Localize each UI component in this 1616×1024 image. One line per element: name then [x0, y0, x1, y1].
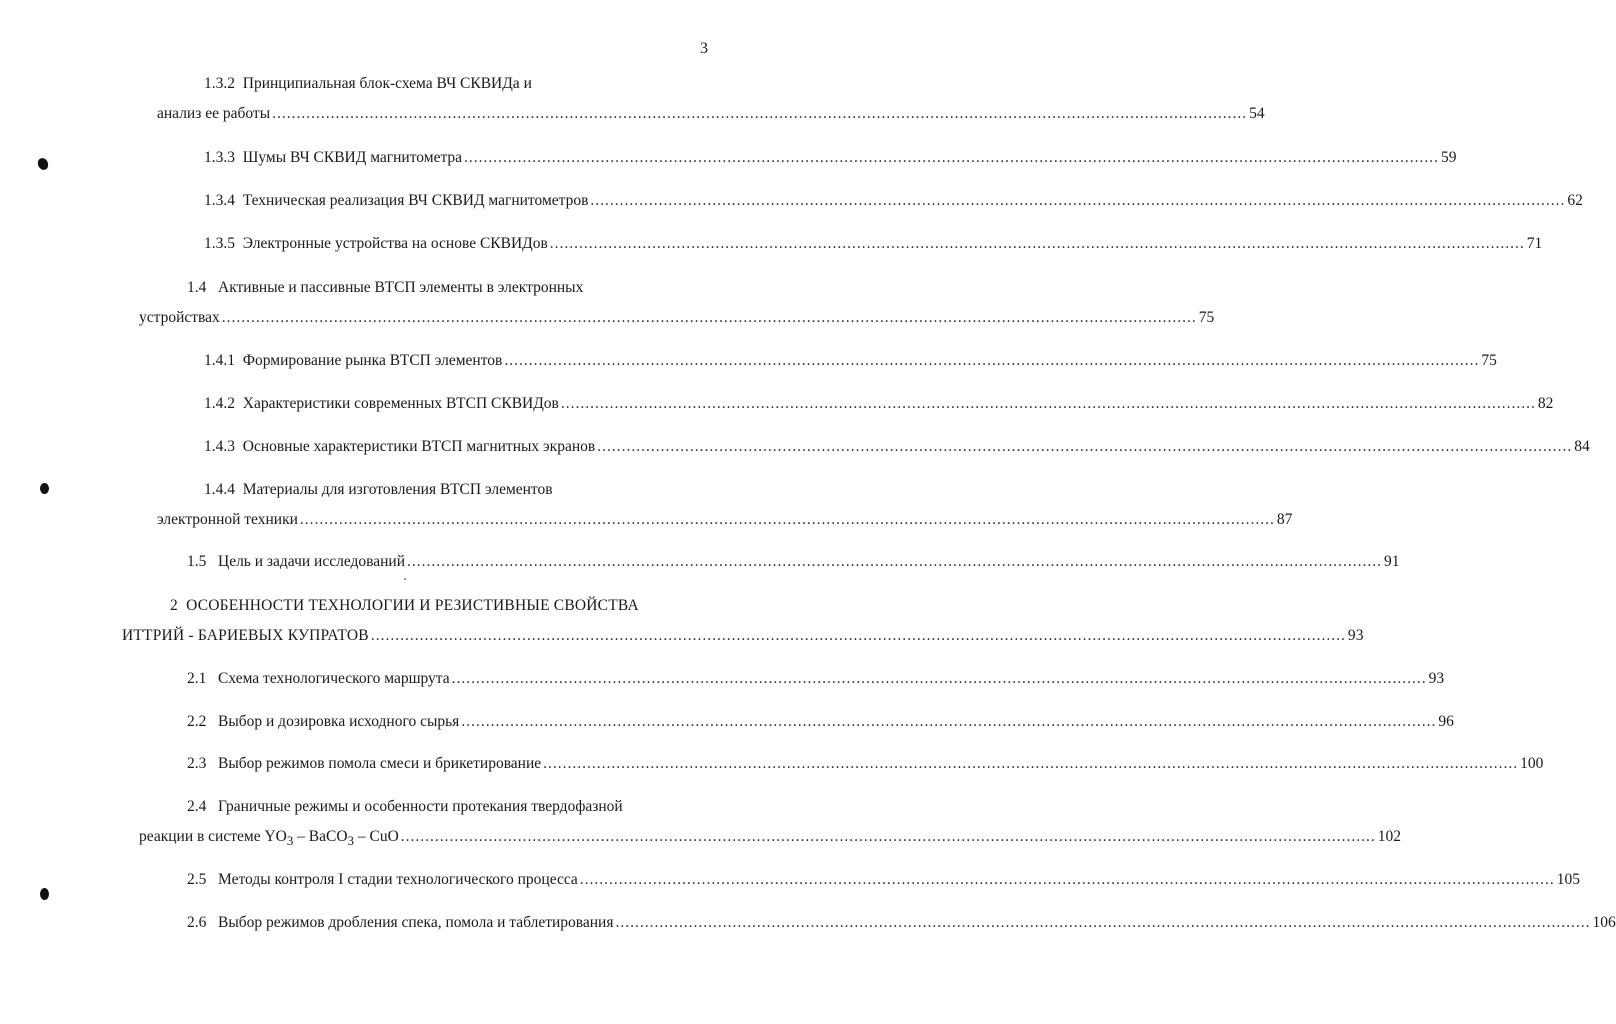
- leader-dots: ........................................................................................................................................................................................................: [299, 511, 1275, 528]
- toc-page: 71: [1526, 235, 1543, 252]
- toc-title: ОСОБЕННОСТИ ТЕХНОЛОГИИ И РЕЗИСТИВНЫЕ СВОЙСТВА: [186, 597, 639, 614]
- toc-number: 1.4.3: [204, 438, 235, 455]
- toc-entry-1-4-4-line1: [204, 480, 553, 500]
- scan-hole-mark-middle: [40, 483, 49, 494]
- toc-number: 1.4.4: [204, 481, 235, 498]
- toc-page: 100: [1520, 755, 1544, 772]
- toc-title: Схема технологического маршрута: [218, 670, 450, 687]
- toc-title: Выбор режимов дробления спека, помола и таблетирования: [218, 914, 614, 931]
- toc-entry-2-5[interactable]: [187, 870, 1581, 890]
- toc-page: 75: [1198, 309, 1215, 326]
- subscript: 3: [286, 833, 294, 849]
- toc-page: 93: [1347, 627, 1364, 644]
- toc-number: 2.1: [187, 670, 207, 687]
- toc-entry-2-2[interactable]: [187, 712, 1454, 732]
- formula-part: – BaCO: [293, 828, 348, 845]
- toc-page: 93: [1428, 670, 1445, 687]
- toc-number: 2.3: [187, 755, 207, 772]
- toc-title-cont: ИТТРИЙ - БАРИЕВЫХ КУПРАТОВ: [122, 627, 369, 644]
- toc-title: Формирование рынка ВТСП элементов: [242, 352, 503, 369]
- toc-title: Граничные режимы и особенности протекания твердофазной: [218, 798, 623, 815]
- toc-title: Техническая реализация ВЧ СКВИД магнитометров: [242, 192, 589, 209]
- scan-speck: [404, 578, 406, 580]
- toc-entry-1-4-3[interactable]: [204, 437, 1590, 457]
- leader-dots: ........................................................................................................................................................................................................: [543, 755, 1519, 772]
- toc-number: 1.5: [187, 553, 207, 570]
- toc-title: Характеристики современных ВТСП СКВИДов: [242, 395, 559, 412]
- toc-entry-1-4-line1: [187, 278, 583, 298]
- toc-number: 2.4: [187, 798, 207, 815]
- toc-title: Электронные устройства на основе СКВИДов: [242, 235, 548, 252]
- leader-dots: ........................................................................................................................................................................................................: [272, 105, 1248, 122]
- toc-chapter-2-line1: [170, 596, 639, 616]
- toc-number: 2.2: [187, 713, 207, 730]
- toc-number: 1.3.4: [204, 192, 235, 209]
- toc-page: 59: [1441, 149, 1457, 166]
- subscript: 3: [347, 833, 354, 849]
- toc-page: 75: [1481, 352, 1497, 369]
- toc-entry-1-4-line2[interactable]: [139, 308, 1215, 328]
- leader-dots: ........................................................................................................................................................................................................: [504, 352, 1480, 369]
- toc-page: 54: [1249, 105, 1265, 122]
- toc-number: 1.3.3: [204, 149, 235, 166]
- toc-page: 82: [1537, 395, 1554, 412]
- toc-entry-1-3-2-line1: [204, 74, 532, 94]
- toc-title: Методы контроля I стадии технологического процесса: [218, 871, 578, 888]
- toc-title: Принципиальная блок-схема ВЧ СКВИДа и: [242, 75, 532, 92]
- toc-number: 2: [170, 597, 178, 614]
- toc-number: 2.6: [187, 914, 207, 931]
- toc-page: 106: [1592, 914, 1616, 931]
- leader-dots: ........................................................................................................................................................................................................: [464, 149, 1440, 166]
- leader-dots: ........................................................................................................................................................................................................: [590, 192, 1566, 209]
- leader-dots: ........................................................................................................................................................................................................: [579, 871, 1555, 888]
- toc-number: 1.3.2: [204, 75, 235, 92]
- toc-number: 2.5: [187, 871, 207, 888]
- toc-entry-2-3[interactable]: [187, 754, 1544, 774]
- leader-dots: ........................................................................................................................................................................................................: [451, 670, 1427, 687]
- toc-entry-1-4-1[interactable]: [204, 351, 1497, 371]
- toc-page: 91: [1384, 553, 1400, 570]
- toc-title-cont: устройствах: [139, 309, 220, 326]
- toc-number: 1.4.1: [204, 352, 235, 369]
- toc-title-cont: электронной техники: [157, 511, 298, 528]
- leader-dots: ........................................................................................................................................................................................................: [370, 627, 1346, 644]
- toc-title: Материалы для изготовления ВТСП элементов: [242, 481, 553, 498]
- leader-dots: ........................................................................................................................................................................................................: [221, 309, 1197, 326]
- toc-entry-2-1[interactable]: [187, 669, 1445, 689]
- leader-dots: ........................................................................................................................................................................................................: [560, 395, 1536, 412]
- leader-dots: ........................................................................................................................................................................................................: [597, 438, 1573, 455]
- toc-page: 96: [1438, 713, 1454, 730]
- leader-dots: ........................................................................................................................................................................................................: [400, 828, 1376, 845]
- toc-entry-2-4-line1: [187, 797, 623, 817]
- toc-entry-2-4-line2[interactable]: [139, 827, 1402, 849]
- toc-title: Выбор и дозировка исходного сырья: [218, 713, 460, 730]
- toc-title: Шумы ВЧ СКВИД магнитометра: [242, 149, 463, 166]
- toc-entry-1-3-3[interactable]: [204, 148, 1457, 168]
- page-number: 3: [700, 40, 708, 57]
- toc-entry-1-4-4-line2[interactable]: [157, 510, 1293, 530]
- leader-dots: ........................................................................................................................................................................................................: [461, 713, 1437, 730]
- toc-entry-1-3-4[interactable]: [204, 191, 1583, 211]
- leader-dots: ........................................................................................................................................................................................................: [549, 235, 1525, 252]
- toc-page: 105: [1556, 871, 1581, 888]
- toc-title: Цель и задачи исследований: [218, 553, 406, 570]
- toc-number: 1.4.2: [204, 395, 235, 412]
- toc-chapter-2-line2[interactable]: [122, 626, 1364, 646]
- toc-number: 1.4: [187, 279, 207, 296]
- toc-number: 1.3.5: [204, 235, 235, 252]
- toc-page: 84: [1574, 438, 1590, 455]
- toc-page: 87: [1276, 511, 1293, 528]
- toc-page: 102: [1377, 828, 1402, 845]
- toc-title: Активные и пассивные ВТСП элементы в электронных: [218, 279, 584, 296]
- toc-title: Основные характеристики ВТСП магнитных экранов: [242, 438, 596, 455]
- toc-page: 62: [1567, 192, 1583, 209]
- scan-hole-mark-bottom: [40, 888, 49, 900]
- toc-entry-1-5[interactable]: [187, 552, 1400, 572]
- toc-entry-2-6[interactable]: [187, 913, 1616, 933]
- leader-dots: ........................................................................................................................................................................................................: [615, 914, 1591, 931]
- toc-title-cont: реакции в системе YO: [139, 828, 287, 845]
- leader-dots: ........................................................................................................................................................................................................: [407, 553, 1383, 570]
- toc-title-cont: анализ ее работы: [157, 105, 271, 122]
- scan-hole-mark-top: [36, 156, 50, 171]
- formula-part: – CuO: [354, 828, 399, 845]
- toc-title: Выбор режимов помола смеси и брикетирование: [218, 755, 542, 772]
- toc-entry-1-3-2-line2[interactable]: [157, 104, 1265, 124]
- toc-entry-1-4-2[interactable]: [204, 394, 1554, 414]
- toc-entry-1-3-5[interactable]: [204, 234, 1543, 254]
